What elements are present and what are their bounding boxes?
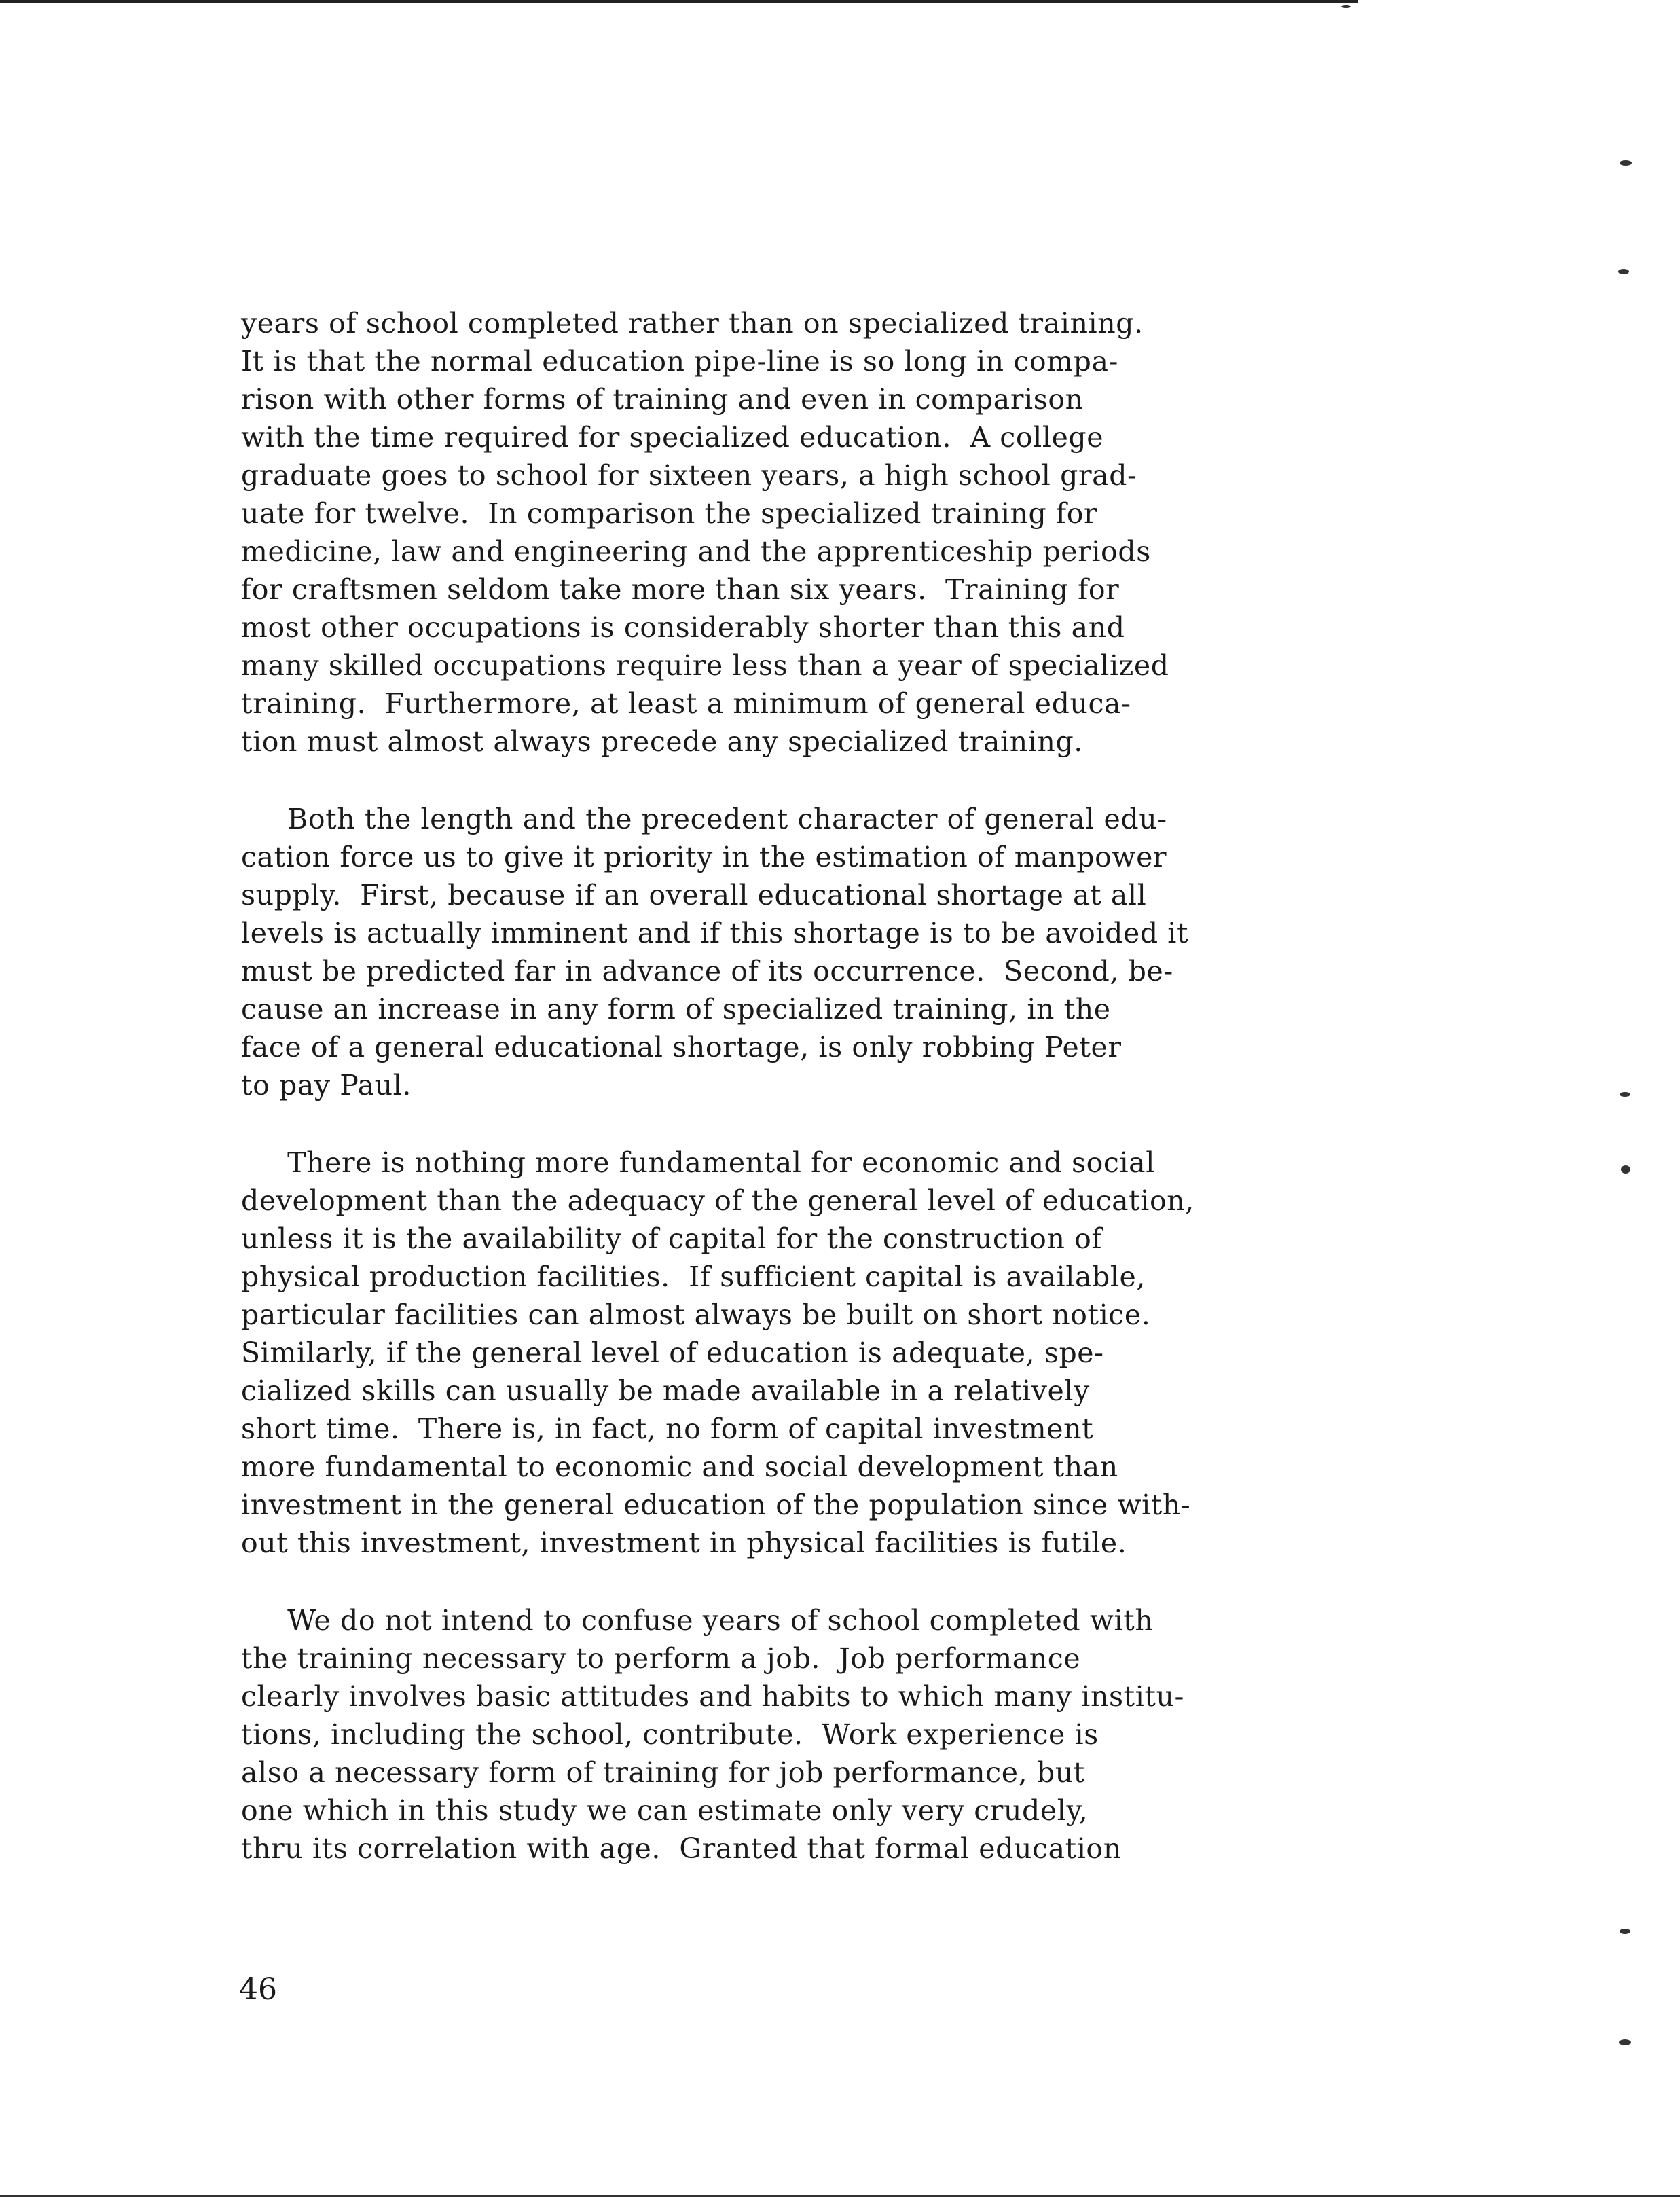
text-line: many skilled occupations require less than a year of specialized — [241, 649, 1169, 682]
text-line: one which in this study we can estimate only very crudely, — [241, 1794, 1089, 1827]
scan-artifact — [1620, 1929, 1630, 1934]
text-line: It is that the normal education pipe-line is so long in compa- — [241, 345, 1118, 378]
scan-artifact — [1619, 2039, 1631, 2045]
text-line: must be predicted far in advance of its occurrence. Second, be- — [241, 955, 1173, 987]
scan-artifact — [1618, 269, 1629, 274]
text-line: out this investment, investment in physical facilities is futile. — [241, 1527, 1127, 1559]
text-line: short time. There is, in fact, no form of capital investment — [241, 1413, 1094, 1445]
text-line: most other occupations is considerably shorter than this and — [241, 611, 1125, 644]
text-line: particular facilities can almost always be built on short notice. — [241, 1298, 1151, 1331]
text-line: cation force us to give it priority in the estimation of manpower — [241, 841, 1167, 873]
scan-artifact — [1341, 5, 1351, 8]
bottom-scan-rule — [0, 2195, 1680, 2197]
text-line: training. Furthermore, at least a minimum of general educa- — [241, 687, 1131, 720]
text-line: also a necessary form of training for job performance, but — [241, 1756, 1085, 1789]
text-line: the training necessary to perform a job. Job performance — [241, 1642, 1081, 1675]
text-line: levels is actually imminent and if this shortage is to be avoided it — [241, 917, 1189, 949]
text-line: Similarly, if the general level of education is adequate, spe- — [241, 1336, 1104, 1369]
scan-artifact — [1620, 160, 1632, 166]
text-line: for craftsmen seldom take more than six years. Training for — [241, 573, 1120, 606]
text-line: to pay Paul. — [241, 1069, 412, 1102]
text-line: tions, including the school, contribute. Work experience is — [241, 1718, 1099, 1751]
scan-artifact — [1621, 1165, 1630, 1174]
text-line: We do not intend to confuse years of school completed with — [241, 1604, 1154, 1637]
scan-artifact — [1620, 1092, 1630, 1097]
paragraph-1 — [241, 304, 1395, 761]
text-line: physical production facilities. If sufficient capital is available, — [241, 1260, 1146, 1293]
text-line: cialized skills can usually be made available in a relatively — [241, 1375, 1090, 1407]
text-line: more fundamental to economic and social development than — [241, 1451, 1118, 1483]
text-line: cause an increase in any form of specialized training, in the — [241, 993, 1111, 1025]
text-line: investment in the general education of the population since with- — [241, 1489, 1191, 1521]
text-line: rison with other forms of training and even in comparison — [241, 383, 1084, 416]
text-line: supply. First, because if an overall educational shortage at all — [241, 879, 1147, 911]
text-line: clearly involves basic attitudes and habits to which many institu- — [241, 1680, 1184, 1713]
text-line: Both the length and the precedent character of general edu- — [241, 803, 1167, 835]
top-scan-rule — [0, 0, 1358, 3]
page-number: 46 — [239, 1972, 277, 2007]
text-line: medicine, law and engineering and the apprenticeship periods — [241, 535, 1151, 568]
text-line: years of school completed rather than on specialized training. — [241, 307, 1144, 340]
text-line: There is nothing more fundamental for economic and social — [241, 1146, 1155, 1179]
text-line: graduate goes to school for sixteen years, a high school grad- — [241, 459, 1137, 492]
text-line: face of a general educational shortage, is only robbing Peter — [241, 1031, 1122, 1063]
text-line: thru its correlation with age. Granted that formal education — [241, 1832, 1122, 1865]
text-line: development than the adequacy of the general level of education, — [241, 1184, 1194, 1217]
text-line: unless it is the availability of capital for the construction of — [241, 1222, 1103, 1255]
paragraph-4 — [241, 1601, 1395, 1868]
body-text — [241, 304, 1395, 1868]
paragraph-3 — [241, 1144, 1395, 1562]
paragraph-2 — [241, 800, 1395, 1104]
text-line: uate for twelve. In comparison the specialized training for — [241, 497, 1098, 530]
text-line: with the time required for specialized education. A college — [241, 421, 1104, 454]
text-line: tion must almost always precede any specialized training. — [241, 725, 1083, 758]
